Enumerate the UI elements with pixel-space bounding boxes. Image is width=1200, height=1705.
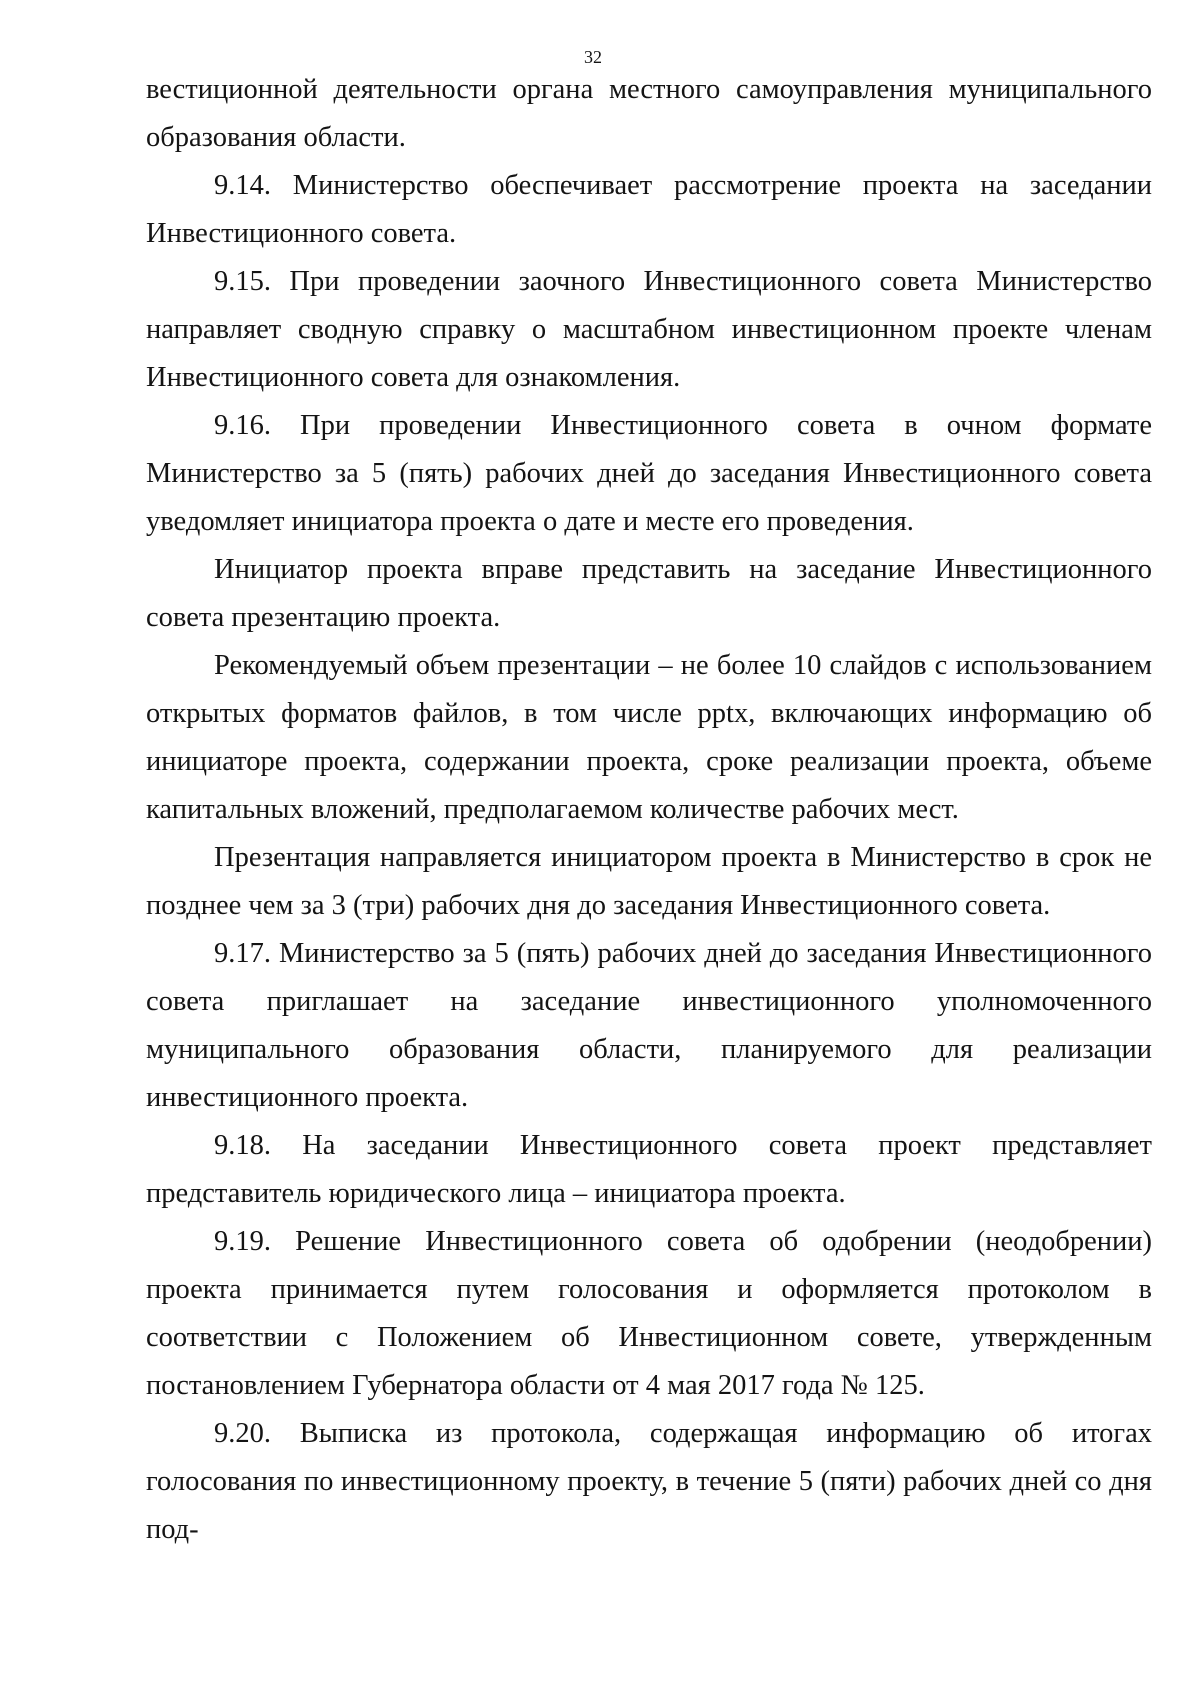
document-body <box>146 66 1152 1554</box>
paragraph-9-20: 9.20. Выписка из протокола, содержащая информацию об итогах голосования по инвестиционному проекту, в течение 5 (пяти) рабочих дней со дня под- <box>146 1418 1152 1545</box>
page-number: 32 <box>584 47 602 67</box>
paragraph-continuation: вестиционной деятельности органа местного самоуправления муниципального образования области. <box>146 74 1152 153</box>
paragraph-9-14: 9.14. Министерство обеспечивает рассмотрение проекта на заседании Инвестиционного совета. <box>146 170 1152 249</box>
paragraph-9-15: 9.15. При проведении заочного Инвестиционного совета Министерство направляет сводную справку о масштабном инвестиционном проекте членам Инвестиционного совета для ознакомления. <box>146 266 1152 393</box>
paragraph-9-16: 9.16. При проведении Инвестиционного совета в очном формате Министерство за 5 (пять) рабочих дней до заседания Инвестиционного совета уведомляет инициатора проекта о дате и месте его проведения. <box>146 410 1152 537</box>
paragraph-9-17: 9.17. Министерство за 5 (пять) рабочих дней до заседания Инвестиционного совета приглашает на заседание инвестиционного уполномоченного муниципального образования области, планируемого для реализации инвестиционного проекта. <box>146 938 1152 1113</box>
paragraph-9-18: 9.18. На заседании Инвестиционного совета проект представляет представитель юридического лица – инициатора проекта. <box>146 1130 1152 1209</box>
paragraph-presentation-volume: Рекомендуемый объем презентации – не более 10 слайдов с использованием открытых форматов файлов, в том числе pptx, включающих информацию об инициаторе проекта, содержании проекта, сроке реализации проекта, объеме капитальных вложений, предполагаемом количестве рабочих мест. <box>146 650 1152 825</box>
paragraph-presentation-right: Инициатор проекта вправе представить на заседание Инвестиционного совета презентацию проекта. <box>146 554 1152 633</box>
paragraph-9-19: 9.19. Решение Инвестиционного совета об одобрении (неодобрении) проекта принимается путем голосования и оформляется протоколом в соответствии с Положением об Инвестиционном совете, утвержденным постановлением Губернатора области от 4 мая 2017 года № 125. <box>146 1226 1152 1401</box>
paragraph-presentation-deadline: Презентация направляется инициатором проекта в Министерство в срок не позднее чем за 3 (три) рабочих дня до заседания Инвестиционного совета. <box>146 842 1152 921</box>
